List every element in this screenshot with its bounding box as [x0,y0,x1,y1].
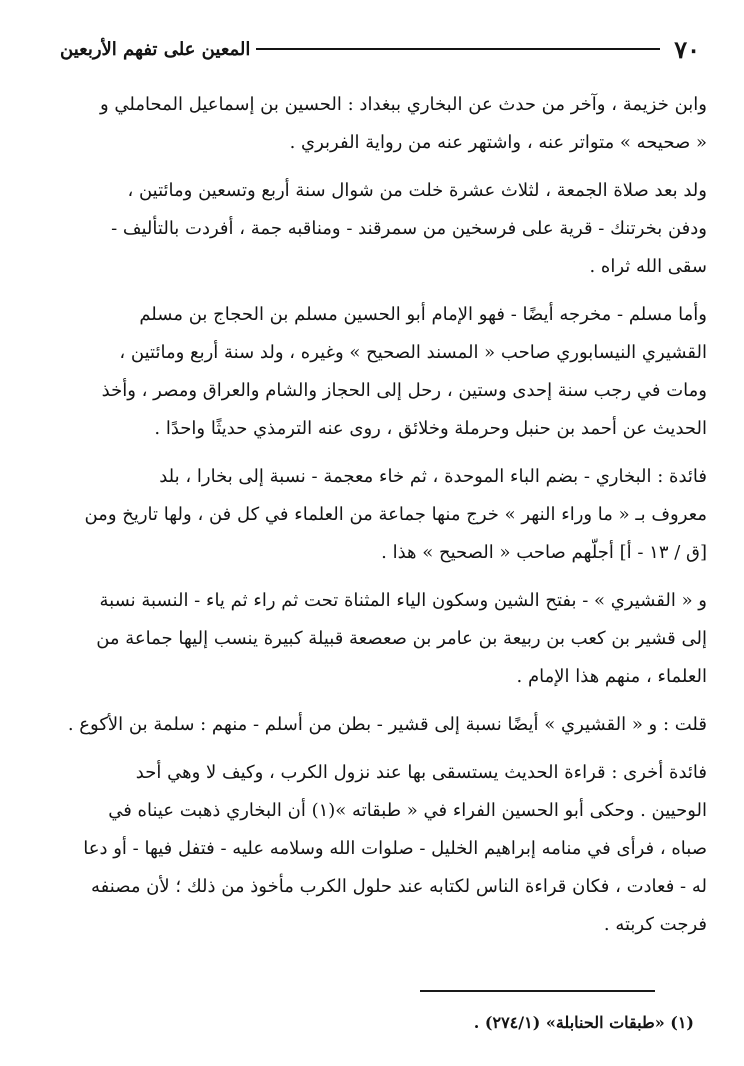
text-line: ولد بعد صلاة الجمعة ، لثلاث عشرة خلت من شوال سنة أربع وتسعين ومائتين ، [127,180,707,201]
page-header [60,32,700,66]
text-line: « صحيحه » متواتر عنه ، واشتهر عنه من رواية الفربري . [289,132,707,153]
paragraph [42,706,707,744]
text-line: القشيري النيسابوري صاحب « المسند الصحيح » وغيره ، ولد سنة أربع ومائتين ، [119,342,707,363]
paragraph [42,582,707,696]
paragraph [42,458,707,572]
paragraph [42,296,707,448]
text-line: فائدة أخرى : قراءة الحديث يستسقى بها عند نزول الكرب ، وكيف لا وهي أحد [135,762,707,783]
text-line: و « القشيري » - بفتح الشين وسكون الياء المثناة تحت ثم راء ثم ياء - النسبة نسبة [99,590,707,611]
paragraph [42,754,707,944]
text-line: الحديث عن أحمد بن حنبل وحرملة وخلائق ، روى عنه الترمذي حديثًا واحدًا . [154,418,707,439]
running-title: المعين على تفهم الأربعين [60,38,251,60]
paragraph [42,86,707,162]
header-rule [256,48,660,50]
page-body [42,86,707,954]
text-line: [ق / ١٣ - أ] أجلّهم صاحب « الصحيح » هذا . [381,542,707,563]
text-line: له - فعادت ، فكان قراءة الناس لكتابه عند حلول الكرب مأخوذ من ذلك ؛ لأن مصنفه [91,876,707,897]
text-line: العلماء ، منهم هذا الإمام . [516,666,707,687]
text-line: فرجت كربته . [603,914,707,935]
paragraph [42,172,707,286]
text-line: وأما مسلم - مخرجه أيضًا - فهو الإمام أبو الحسين مسلم بن الحجاج بن مسلم [139,304,707,325]
text-line: صباه ، فرأى في منامه إبراهيم الخليل - صلوات الله وسلامه عليه - فتفل فيها - أو دعا [83,838,707,859]
text-line: وابن خزيمة ، وآخر من حدث عن البخاري ببغداد : الحسين بن إسماعيل المحاملي و [99,94,707,115]
text-line: معروف بـ « ما وراء النهر » خرج منها جماعة من العلماء في كل فن ، ولها تاريخ ومن [84,504,707,525]
page-number: ٧٠ [674,34,700,64]
text-line: إلى قشير بن كعب بن ربيعة بن عامر بن صعصعة قبيلة كبيرة ينسب إليها جماعة من [96,628,707,649]
footnote: (١) «طبقات الحنابلة» (٢٧٤/١) . [473,1013,694,1032]
text-line: قلت : و « القشيري » أيضًا نسبة إلى قشير - بطن من أسلم - منهم : سلمة بن الأكوع . [67,714,707,735]
text-line: الوحيين . وحكى أبو الحسين الفراء في « طبقاته »(١) أن البخاري ذهبت عيناه في [108,800,707,821]
text-line: سقى الله ثراه . [589,256,707,277]
text-line: ودفن بخرتنك - قرية على فرسخين من سمرقند - ومناقبه جمة ، أفردت بالتأليف - [111,218,707,239]
text-line: ومات في رجب سنة إحدى وستين ، رحل إلى الحجاز والشام والعراق ومصر ، وأخذ [101,380,707,401]
text-line: فائدة : البخاري - بضم الباء الموحدة ، ثم خاء معجمة - نسبة إلى بخارا ، بلد [159,466,707,487]
footnote-rule [420,990,655,992]
